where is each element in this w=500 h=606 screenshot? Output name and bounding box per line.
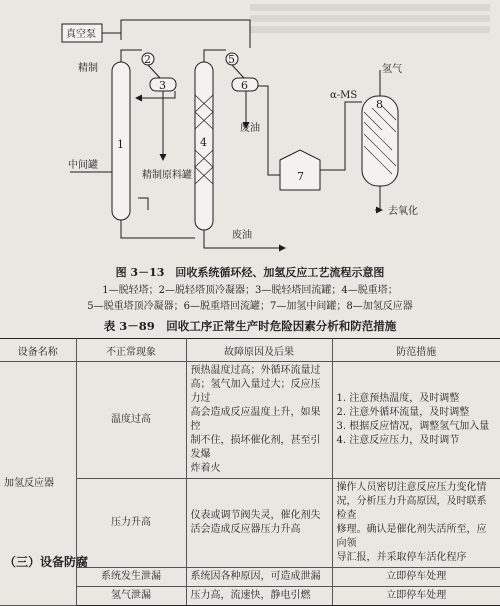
hydrogen-label: 氢气 (382, 64, 402, 75)
header-equipment: 设备名称 (0, 339, 76, 362)
cause-cell: 压力高，流速快，静电引燃 (186, 587, 332, 606)
phenomenon-cell: 温度过高 (76, 362, 186, 479)
vacuum-pump-label: 真空泵 (66, 29, 96, 40)
item-number-2: 2 (144, 53, 151, 66)
item-number-7: 7 (297, 170, 304, 183)
refined-label: 精制 (78, 63, 98, 74)
item-number-5: 5 (228, 53, 235, 66)
table-title: 表 3－89 回收工序正常生产时危险因素分析和防范措施 (103, 319, 397, 333)
header-phenomenon: 不正常现象 (76, 339, 186, 362)
alpha-ms-label: α-MS (330, 90, 358, 101)
table-header-row (0, 339, 500, 362)
phenomenon-cell: 压力升高 (76, 479, 186, 568)
waste-oil-label-1: 废油 (240, 123, 260, 134)
refined-raw-tank-label: 精制原料罐 (142, 170, 192, 181)
item-number-4: 4 (200, 136, 207, 149)
measure-cell: 立即停车处理 (332, 568, 500, 587)
header-measure: 防范措施 (332, 339, 500, 362)
item-number-3: 3 (159, 79, 166, 92)
measure-cell: 1. 注意预热温度，及时调整 2. 注意外循环流量，及时调整 3. 根据反应情况，调整氢气加入量 4. 注意反应压力，及时调节 (332, 362, 500, 479)
phenomenon-cell: 系统发生泄漏 (76, 568, 186, 587)
table-row (0, 362, 500, 479)
item-number-1: 1 (117, 138, 124, 151)
to-oxidation-label: 去氧化 (388, 206, 418, 217)
figure-legend-line-1: 1—脱轻塔；2—脱轻塔顶冷凝器；3—脱轻塔回流罐；4—脱重塔； (102, 285, 398, 296)
equipment-cell: 加氢反应器 (0, 362, 76, 606)
cause-cell: 预热温度过高；外循环流量过 高；氢气加入量过大；反应压力过 高会造成反应温度上升，如果控 制不住，损坏催化剂，甚至引发爆 炸着火 (186, 362, 332, 479)
waste-oil-label-2: 废油 (232, 230, 252, 241)
phenomenon-cell: 氢气泄漏 (76, 587, 186, 606)
cause-cell: 系统因各种原因，可造成泄漏 (186, 568, 332, 587)
measure-cell: 操作人员密切注意反应压力变化情 况，分析压力升高原因，及时联系检查 修理。确认是催化剂失活所至，应向领 导汇报，并采取停车活化程序 (332, 479, 500, 568)
process-flow-diagram (0, 0, 500, 262)
figure-title: 图 3－13 回收系统循环烃、加氢反应工艺流程示意图 (115, 266, 385, 279)
figure-legend-line-2: 5—脱重塔顶冷凝器；6—脱重塔回流罐；7—加氢中间罐；8—加氢反应器 (87, 301, 413, 312)
intermediate-tank-label: 中间罐 (68, 160, 98, 171)
next-section-heading: （三）设备防腐 (4, 555, 89, 569)
measure-cell: 立即停车处理 (332, 587, 500, 606)
item-number-8: 8 (376, 98, 383, 111)
cause-cell: 仪表或调节阀失灵，催化剂失 活会造成反应器压力升高 (186, 479, 332, 568)
header-cause: 故障原因及后果 (186, 339, 332, 362)
item-number-6: 6 (241, 79, 248, 92)
